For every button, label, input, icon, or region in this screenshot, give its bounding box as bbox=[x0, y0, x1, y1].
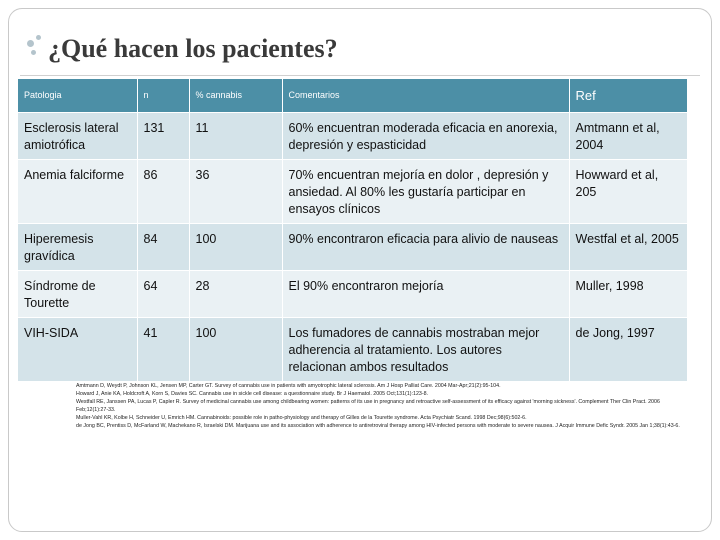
cell-patologia: Síndrome de Tourette bbox=[18, 270, 137, 317]
cell-comentarios: 60% encuentran moderada eficacia en anorexia, depresión y espasticidad bbox=[282, 112, 569, 159]
cell-ref: Muller, 1998 bbox=[569, 270, 687, 317]
header-patologia: Patologia bbox=[18, 79, 137, 112]
header-ref: Ref bbox=[569, 79, 687, 112]
cell-cannabis: 11 bbox=[189, 112, 282, 159]
cell-ref: Howward et al, 205 bbox=[569, 159, 687, 223]
slide-title: ¿Qué hacen los pacientes? bbox=[48, 34, 338, 63]
references bbox=[76, 382, 686, 430]
cell-n: 64 bbox=[137, 270, 189, 317]
cell-n: 131 bbox=[137, 112, 189, 159]
reference-item: Muller-Vahl KR, Kolbe H, Schneider U, Emrich HM. Cannabinoids: possible role in patho-physiology and therapy of Gilles de la Tourette syndrome. Acta Psychiatr Scand. 1998 Dec;98(6):502-6. bbox=[76, 415, 527, 421]
table-row bbox=[18, 223, 687, 270]
reference-item: Westfall RE, Janssen PA, Lucas P, Capler R. Survey of medicinal cannabis use among childbearing women: patterns of its use in pregnancy and retroactive self-assessment of its efficacy against 'morning sickness'. Complement Ther Clin Pract. 2006 Feb;12(1):27-33. bbox=[76, 399, 660, 413]
table-row bbox=[18, 159, 687, 223]
cell-comentarios: 90% encontraron eficacia para alivio de nauseas bbox=[282, 223, 569, 270]
patient-table bbox=[18, 79, 688, 381]
cell-patologia: Esclerosis lateral amiotrófica bbox=[18, 112, 137, 159]
cell-patologia: VIH-SIDA bbox=[18, 317, 137, 381]
table-row bbox=[18, 270, 687, 317]
cell-n: 41 bbox=[137, 317, 189, 381]
cell-comentarios: Los fumadores de cannabis mostraban mejor adherencia al tratamiento. Los autores relacionan ambos resultados bbox=[282, 317, 569, 381]
header-n: n bbox=[137, 79, 189, 112]
cell-comentarios: El 90% encontraron mejoría bbox=[282, 270, 569, 317]
cell-n: 86 bbox=[137, 159, 189, 223]
table-row bbox=[18, 317, 687, 381]
cell-ref: Amtmann et al, 2004 bbox=[569, 112, 687, 159]
table-header-row bbox=[18, 79, 687, 112]
reference-item: de Jong BC, Prentiss D, McFarland W, Machekano R, Israelski DM. Marijuana use and its association with adherence to antiretroviral therapy among HIV-infected persons with moderate to severe nausea. J Acquir Immune Defic Syndr. 2005 Jan 1;38(1):43-6. bbox=[76, 423, 680, 429]
header-comentarios: Comentarios bbox=[282, 79, 569, 112]
cell-ref: de Jong, 1997 bbox=[569, 317, 687, 381]
cell-cannabis: 100 bbox=[189, 317, 282, 381]
reference-item: Howard J, Anie KA, Holdcroft A, Korn S, Davies SC. Cannabis use in sickle cell disease: a questionnaire study. Br J Haematol. 2005 Oct;131(1):123-8. bbox=[76, 391, 429, 397]
cell-comentarios: 70% encuentran mejoría en dolor , depresión y ansiedad. Al 80% les gustaría participar en ensayos clínicos bbox=[282, 159, 569, 223]
cell-ref: Westfal et al, 2005 bbox=[569, 223, 687, 270]
cell-cannabis: 28 bbox=[189, 270, 282, 317]
cell-patologia: Hiperemesis gravídica bbox=[18, 223, 137, 270]
cell-n: 84 bbox=[137, 223, 189, 270]
table-row bbox=[18, 112, 687, 159]
cell-patologia: Anemia falciforme bbox=[18, 159, 137, 223]
header-cannabis: % cannabis bbox=[189, 79, 282, 112]
cell-cannabis: 36 bbox=[189, 159, 282, 223]
reference-item: Amtmann D, Weydt P, Johnson KL, Jensen MP, Carter GT. Survey of cannabis use in patients with amyotrophic lateral sclerosis. Am J Hosp Palliat Care. 2004 Mar-Apr;21(2):95-104. bbox=[76, 383, 501, 389]
cell-cannabis: 100 bbox=[189, 223, 282, 270]
